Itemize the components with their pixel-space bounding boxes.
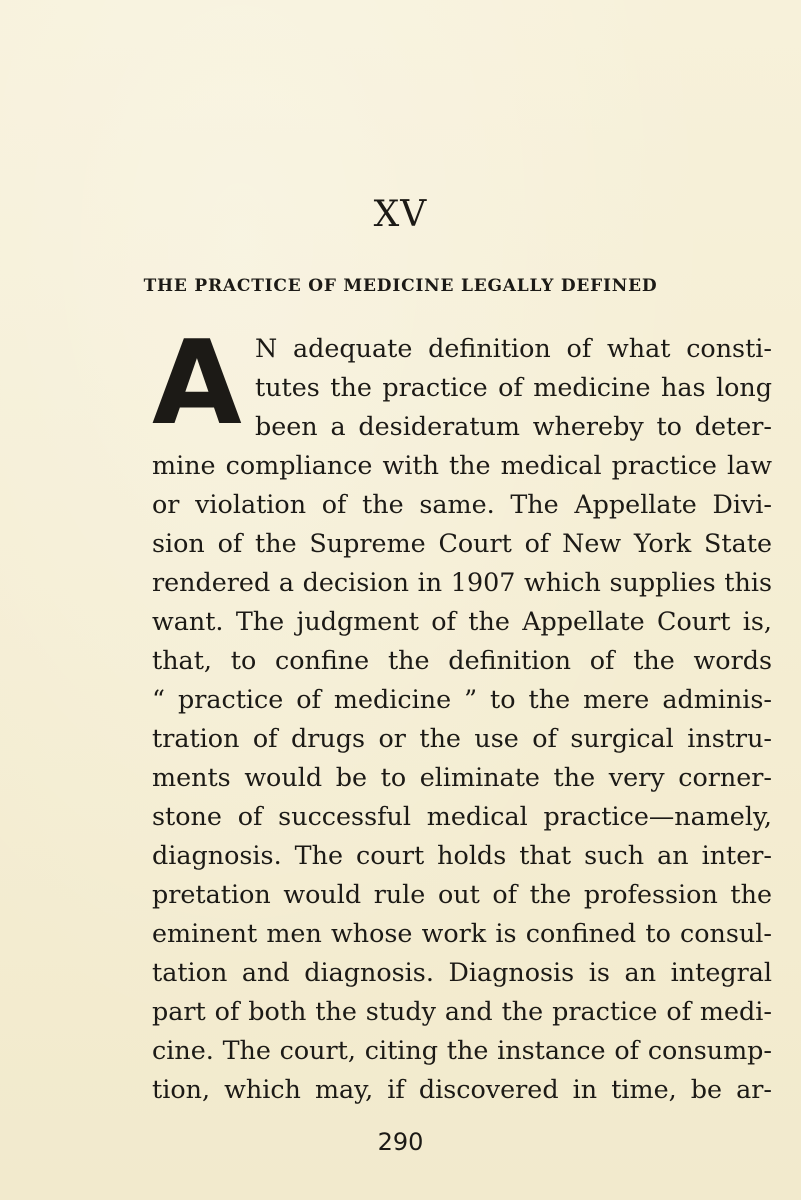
text-line: N adequate definition of what consti- <box>255 333 772 363</box>
text-line: tutes the practice of medicine has long <box>255 372 772 402</box>
text-line: been a desideratum whereby to deter- <box>255 411 772 441</box>
text-line: or violation of the same. The Appellate Divi- <box>152 489 772 519</box>
text-line: cine. The court, citing the instance of consump- <box>152 1035 772 1065</box>
text-line: rendered a decision in 1907 which supplies this <box>152 567 772 597</box>
text-line: diagnosis. The court holds that such an inter- <box>152 840 772 870</box>
text-line: pretation would rule out of the profession the <box>152 879 772 909</box>
text-line: eminent men whose work is confined to consul- <box>152 918 772 948</box>
text-line: tion, which may, if discovered in time, be ar- <box>152 1074 772 1104</box>
page-number: 290 <box>377 1128 424 1156</box>
drop-cap: A <box>152 316 242 451</box>
text-line: that, to confine the definition of the words <box>152 645 772 675</box>
text-line: sion of the Supreme Court of New York State <box>152 528 772 558</box>
text-line: want. The judgment of the Appellate Court is, <box>152 606 772 636</box>
chapter-number: XV <box>373 194 428 235</box>
chapter-title: THE PRACTICE OF MEDICINE LEGALLY DEFINED <box>143 276 658 296</box>
text-line: tration of drugs or the use of surgical instru- <box>152 723 772 753</box>
text-line: tation and diagnosis. Diagnosis is an integral <box>152 957 772 987</box>
text-line: stone of successful medical practice—namely, <box>152 801 772 831</box>
text-line: “ practice of medicine ” to the mere adminis- <box>152 684 772 714</box>
text-line: ments would be to eliminate the very corner- <box>152 762 772 792</box>
text-line: part of both the study and the practice of medi- <box>152 996 772 1026</box>
text-line: mine compliance with the medical practice law <box>152 450 772 480</box>
